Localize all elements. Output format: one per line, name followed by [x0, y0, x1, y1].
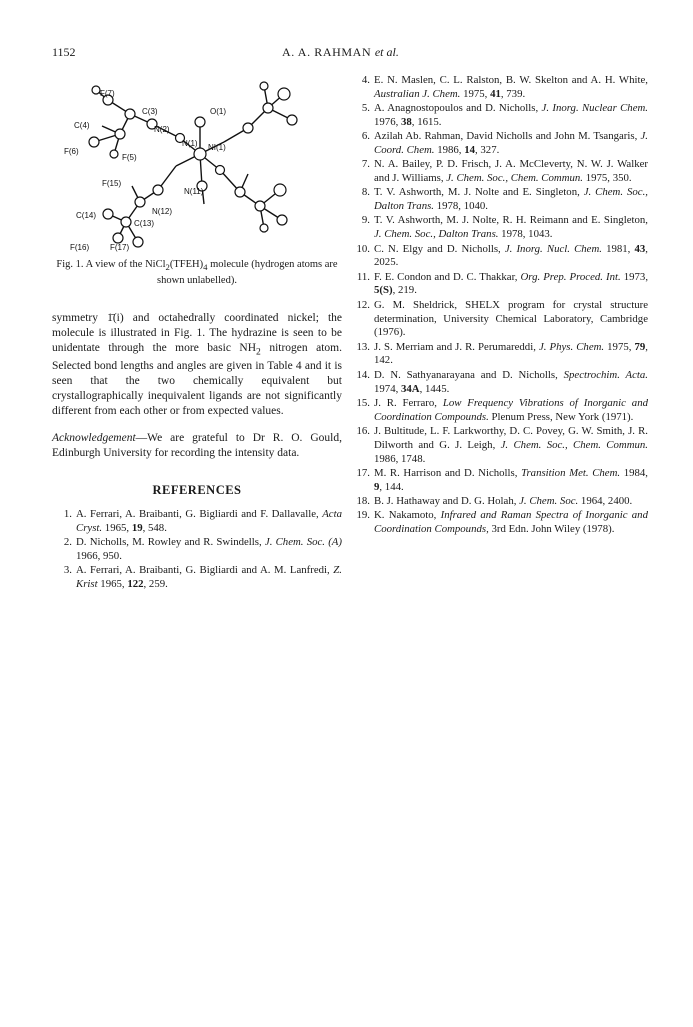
reference-journal: Spectrochim. Acta.	[563, 368, 648, 381]
reference-number: 19.	[356, 509, 370, 522]
reference-journal: J. Chem. Soc., Dalton Trans.	[374, 228, 499, 241]
reference-pages: , 548.	[142, 521, 167, 534]
reference-number: 13.	[356, 340, 370, 353]
atom-label-f16: F(16)	[70, 243, 90, 252]
reference-authors: C. N. Elgy and D. Nicholls,	[374, 242, 505, 255]
reference-authors: T. V. Ashworth, M. J. Nolte, R. H. Reimann and E. Singleton,	[374, 214, 648, 227]
reference-item	[352, 299, 648, 340]
references-list-right	[352, 74, 648, 537]
reference-journal: J. Chem. Soc., Dalton Trans.	[374, 186, 648, 213]
reference-journal: Z. Krist	[76, 564, 342, 590]
reference-year: 1981,	[601, 242, 635, 255]
reference-authors: Azilah Ab. Rahman, David Nicholls and John M. Tsangaris,	[374, 130, 641, 143]
atom-label-o1: O(1)	[210, 107, 226, 116]
atom-label-f6: F(6)	[64, 147, 79, 156]
reference-pages: , 1615.	[411, 115, 442, 128]
reference-number: 14.	[356, 368, 370, 381]
reference-pages: 950.	[103, 549, 122, 562]
reference-pages: , 219.	[392, 284, 417, 297]
reference-item	[52, 564, 342, 592]
reference-journal: Acta Cryst.	[76, 507, 342, 534]
references-list-left	[52, 508, 342, 592]
reference-year: 1976,	[374, 115, 401, 128]
reference-volume: 38	[401, 115, 412, 128]
atom-label-n12: N(12)	[152, 207, 173, 216]
reference-pages: , 142.	[374, 340, 648, 367]
body-text-before: symmetry	[52, 312, 108, 325]
caption-suffix: molecule (hydrogen atoms are shown unlabelled).	[157, 259, 338, 287]
reference-journal: J. Chem. Soc., Chem. Commun.	[500, 438, 648, 451]
reference-pages: , 1445.	[419, 382, 450, 395]
reference-item	[52, 508, 342, 536]
reference-journal: Transition Met. Chem.	[521, 466, 621, 479]
reference-volume: 41	[490, 87, 501, 100]
reference-number: 18.	[356, 494, 370, 507]
atom-label-f7: F(7)	[100, 89, 115, 98]
reference-item	[352, 271, 648, 299]
reference-pages: 2400.	[607, 494, 633, 507]
left-column	[52, 74, 342, 592]
atom-label-c13: C(13)	[134, 219, 155, 228]
reference-number: 2.	[63, 535, 72, 548]
reference-item	[352, 214, 648, 242]
reference-item	[352, 467, 648, 495]
running-head-etal: et al.	[374, 45, 399, 59]
reference-volume: 122	[127, 577, 144, 590]
reference-authors: E. N. Maslen, C. L. Ralston, B. W. Skelton and A. H. White,	[374, 74, 648, 86]
atom-label-ni1: NI(1)	[208, 143, 226, 152]
reference-volume: 79	[634, 340, 646, 353]
reference-number: 4.	[361, 74, 370, 86]
reference-number: 15.	[356, 396, 370, 409]
caption-prefix: Fig. 1. A view of the NiCl	[56, 259, 166, 270]
reference-item	[352, 341, 648, 369]
caption-sub-2: 4	[203, 262, 208, 273]
reference-pages: 1040.	[463, 200, 488, 213]
reference-pages: , 144.	[379, 480, 404, 493]
reference-journal: Low Frequency Vibrations of Inorganic and Coordination Compounds.	[374, 396, 648, 423]
atom-label-n11: N(11)	[184, 187, 204, 196]
reference-pages: 1043.	[528, 228, 553, 241]
body-text-end: nitrogen atom. Selected bond lengths and angles are given in Table 4 and it is seen that the two chemically equivalent but crystallographically inequivalent ligands are not significantly different from each other or from expected values.	[52, 342, 342, 418]
reference-year: 3rd Edn. John Wiley (1978).	[488, 523, 615, 535]
nh-subscript: 2	[256, 346, 261, 358]
reference-journal: J. Coord. Chem.	[374, 130, 648, 156]
reference-pages: , 259.	[143, 577, 168, 590]
atom-label-c3: C(3)	[142, 107, 158, 116]
reference-journal: J. Chem. Soc. (A)	[264, 535, 342, 548]
reference-year: 1973,	[620, 270, 649, 283]
running-head	[282, 45, 399, 60]
reference-item	[352, 509, 648, 537]
page-number: 1152	[52, 45, 76, 59]
reference-pages: 350.	[612, 172, 632, 185]
body-paragraph	[52, 311, 342, 419]
reference-volume: 5(S)	[374, 284, 393, 297]
reference-journal: Australian J. Chem.	[374, 87, 461, 100]
reference-pages: , 2025.	[374, 242, 648, 269]
reference-year: 1978,	[498, 228, 529, 241]
reference-year: 1965,	[97, 577, 128, 590]
reference-authors: N. A. Bailey, P. D. Frisch, J. A. McCleverty, N. W. J. Walker and J. Williams,	[374, 158, 648, 185]
atom-label-c4-upper: C(4)	[74, 121, 90, 130]
acknowledgement-label: Acknowledgement	[52, 431, 136, 444]
reference-year: 1984,	[620, 466, 648, 479]
reference-number: 5.	[361, 102, 370, 115]
reference-year: 1986,	[434, 143, 465, 156]
atom-label-c14: C(14)	[76, 211, 97, 220]
reference-year: 1966,	[76, 549, 103, 562]
reference-authors: J. S. Merriam and J. R. Perumareddi,	[374, 340, 539, 353]
reference-number: 16.	[356, 424, 370, 437]
reference-item	[352, 130, 648, 158]
reference-journal: J. Inorg. Nuclear Chem.	[541, 102, 648, 115]
reference-number: 10.	[356, 242, 370, 255]
reference-number: 9.	[361, 214, 370, 227]
reference-pages: 1748.	[401, 452, 426, 465]
reference-year: 1978,	[434, 200, 464, 213]
reference-year: 1975,	[460, 87, 491, 100]
reference-volume: 43	[634, 242, 646, 255]
reference-item	[352, 369, 648, 397]
caption-mid: (TFEH)	[169, 259, 204, 270]
reference-year: 1975,	[583, 172, 613, 185]
reference-item	[352, 425, 648, 466]
symmetry-symbol: 1̄(i)	[107, 312, 124, 325]
running-head-authors: A. A. RAHMAN	[282, 45, 372, 59]
reference-number: 1.	[63, 507, 72, 520]
reference-pages: , 739.	[500, 87, 526, 100]
reference-authors: M. R. Harrison and D. Nicholls,	[374, 466, 522, 479]
reference-number: 11.	[356, 270, 370, 283]
reference-authors: D. Nicholls, M. Rowley and R. Swindells,	[76, 535, 265, 548]
reference-authors: J. Bultitude, L. F. Larkworthy, D. C. Povey, G. W. Smith, J. R. Dilworth and G. J. Leigh,	[374, 424, 648, 451]
reference-number: 17.	[356, 466, 370, 479]
reference-item	[352, 495, 648, 509]
atom-label-f15: F(15)	[102, 179, 122, 188]
reference-authors: D. N. Sathyanarayana and D. Nicholls,	[374, 368, 564, 381]
right-column	[352, 74, 648, 537]
reference-item	[352, 186, 648, 214]
atom-label-f5: F(5)	[122, 153, 137, 162]
reference-year: Plenum Press, New York (1971).	[488, 410, 634, 423]
reference-item	[352, 243, 648, 271]
reference-authors: G. M. Sheldrick, SHELX program for crystal structure determination, University Chemical Laboratory, Cambridge (1976).	[374, 298, 648, 339]
reference-item	[52, 536, 342, 564]
reference-year: 1964,	[578, 494, 608, 507]
reference-number: 8.	[361, 186, 370, 199]
reference-number: 6.	[361, 130, 370, 143]
reference-volume: 34A	[401, 382, 420, 395]
reference-pages: , 327.	[475, 143, 500, 156]
reference-authors: A. Anagnostopoulos and D. Nicholls,	[374, 102, 542, 115]
reference-authors: A. Ferrari, A. Braibanti, G. Bigliardi and A. M. Lanfredi,	[76, 564, 334, 577]
reference-journal: J. Phys. Chem.	[538, 340, 605, 353]
reference-authors: T. V. Ashworth, M. J. Nolte and E. Singleton,	[374, 186, 584, 199]
reference-volume: 9	[374, 480, 380, 493]
reference-number: 12.	[356, 298, 370, 311]
reference-authors: F. E. Condon and D. C. Thakkar,	[374, 270, 521, 283]
reference-journal: Infrared and Raman Spectra of Inorganic and Coordination Compounds,	[374, 509, 648, 535]
reference-journal: J. Inorg. Nucl. Chem.	[504, 242, 602, 255]
caption-sub-1: 2	[165, 262, 170, 273]
reference-journal: J. Chem. Soc.	[519, 494, 579, 507]
reference-year: 1974,	[374, 382, 401, 395]
acknowledgement	[52, 431, 342, 461]
figure-caption	[52, 258, 342, 287]
acknowledgement-text: —We are grateful to Dr R. O. Gould, Edinburgh University for recording the intensity data.	[52, 431, 342, 459]
reference-authors: A. Ferrari, A. Braibanti, G. Bigliardi and F. Dallavalle,	[76, 507, 323, 520]
reference-number: 7.	[361, 158, 370, 171]
reference-journal: J. Chem. Soc., Chem. Commun.	[446, 172, 583, 185]
atom-label-n2: N(2)	[154, 125, 170, 134]
reference-volume: 19	[131, 521, 143, 534]
body-text-after: and octahedrally coordinated nickel; the molecule is illustrated in Fig. 1. The hydrazine is seen to be unidentate through the more basic NH	[52, 312, 343, 355]
reference-year: 1975,	[604, 340, 635, 353]
reference-item	[352, 102, 648, 130]
reference-item	[352, 397, 648, 425]
reference-item	[352, 74, 648, 102]
reference-authors: J. R. Ferraro,	[374, 396, 443, 409]
reference-journal: Org. Prep. Proced. Int.	[520, 270, 621, 283]
references-heading: REFERENCES	[152, 482, 242, 497]
reference-number: 3.	[63, 564, 72, 577]
reference-item	[352, 158, 648, 186]
figure-1	[52, 74, 342, 252]
reference-authors: B. J. Hathaway and D. G. Holah,	[374, 494, 520, 507]
reference-authors: K. Nakamoto,	[374, 509, 441, 522]
molecule-diagram	[52, 74, 342, 252]
reference-year: 1986,	[374, 452, 401, 465]
reference-year: 1965,	[102, 521, 132, 534]
atom-label-n1: N(1)	[182, 139, 198, 148]
atom-label-f17: F(17)	[110, 243, 130, 252]
reference-volume: 14	[464, 143, 475, 156]
